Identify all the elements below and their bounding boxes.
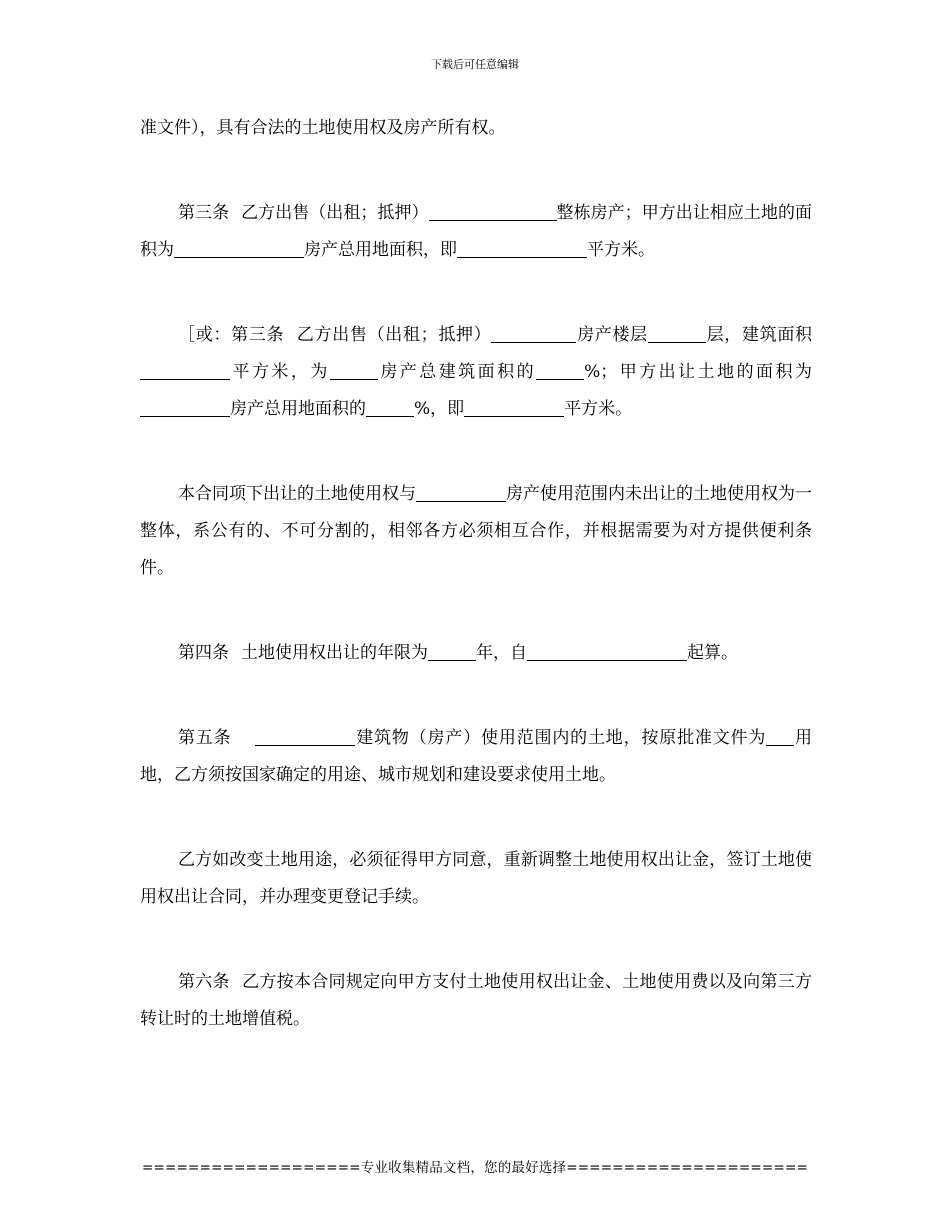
article-3-alternative xyxy=(140,317,812,428)
blank-field xyxy=(457,239,587,258)
article-label: 第五条 xyxy=(178,728,232,748)
text-run: 本合同项下出让的土地使用权与 xyxy=(178,484,416,504)
text-run: 建筑物（房产）使用范围内的土地，按原批准文件为 xyxy=(355,728,767,748)
page-header: 下载后可任意编辑 xyxy=(431,58,519,71)
blank-field xyxy=(255,727,355,746)
text-run: 整栋房产；甲方出让相应土地的面积为 xyxy=(140,203,813,260)
text-run: 房产总用地面积，即 xyxy=(304,240,457,260)
article-4 xyxy=(140,635,812,672)
blank-field xyxy=(429,202,557,221)
blank-field xyxy=(766,727,794,746)
blank-field xyxy=(536,361,584,380)
text-run: 平方米。 xyxy=(564,399,633,419)
blank-field xyxy=(491,324,576,343)
blank-field xyxy=(140,361,230,380)
article-label: 第三条 xyxy=(178,203,230,223)
text-run: 起算。 xyxy=(687,643,738,663)
text-run: 层，建筑面积 xyxy=(705,325,813,345)
document-body xyxy=(140,110,812,1086)
text-run: 年，自 xyxy=(476,643,527,663)
text-run: %；甲方出让土地的面积为 xyxy=(584,362,812,382)
land-use-paragraph xyxy=(140,476,812,587)
article-label: 第四条 xyxy=(178,643,229,663)
blank-field xyxy=(464,398,564,417)
text-run: 土地使用权出让的年限为 xyxy=(241,643,428,663)
article-label: ［或：第三条 xyxy=(178,325,285,345)
text-run: 房产楼层 xyxy=(576,325,648,345)
text-run: 乙方出售（出租；抵押） xyxy=(241,203,429,223)
blank-field xyxy=(527,642,687,661)
text-run: 乙方按本合同规定向甲方支付土地使用权出让金、土地使用费以及向第三方转让时的土地增值税。 xyxy=(140,972,813,1029)
text-run: 房产使用范围内未出让的土地使用权为一整体，系公有的、不可分割的，相邻各方必须相互合作，并根据需要为对方提供便利条件。 xyxy=(140,484,812,578)
article-3 xyxy=(140,195,812,269)
article-5 xyxy=(140,720,812,794)
blank-field xyxy=(174,239,304,258)
text-run: %，即 xyxy=(414,399,465,419)
blank-field xyxy=(330,361,378,380)
text-run: 乙方出售（出租；抵押） xyxy=(296,325,492,345)
article-6 xyxy=(140,964,812,1038)
article-label: 第六条 xyxy=(178,972,230,992)
text-run: 平方米。 xyxy=(587,240,655,260)
text-run: 房产总建筑面积的 xyxy=(377,362,537,382)
page-footer: ===================专业收集精品文档，您的最好选择===================== xyxy=(142,1160,808,1176)
blank-field xyxy=(416,483,506,502)
blank-field xyxy=(648,324,706,343)
blank-field xyxy=(140,398,230,417)
land-use-change-paragraph: 乙方如改变土地用途，必须征得甲方同意，重新调整土地使用权出让金，签订土地使用权出让合同，并办理变更登记手续。 xyxy=(140,850,812,907)
text-run: 用地，乙方须按国家确定的用途、城市规划和建设要求使用土地。 xyxy=(140,728,813,785)
paragraph-continuation: 准文件），具有合法的土地使用权及房产所有权。 xyxy=(140,118,506,138)
blank-field xyxy=(428,642,476,661)
text-run: 平方米，为 xyxy=(230,362,330,382)
text-run: 房产总用地面积的 xyxy=(230,399,366,419)
blank-field xyxy=(366,398,414,417)
